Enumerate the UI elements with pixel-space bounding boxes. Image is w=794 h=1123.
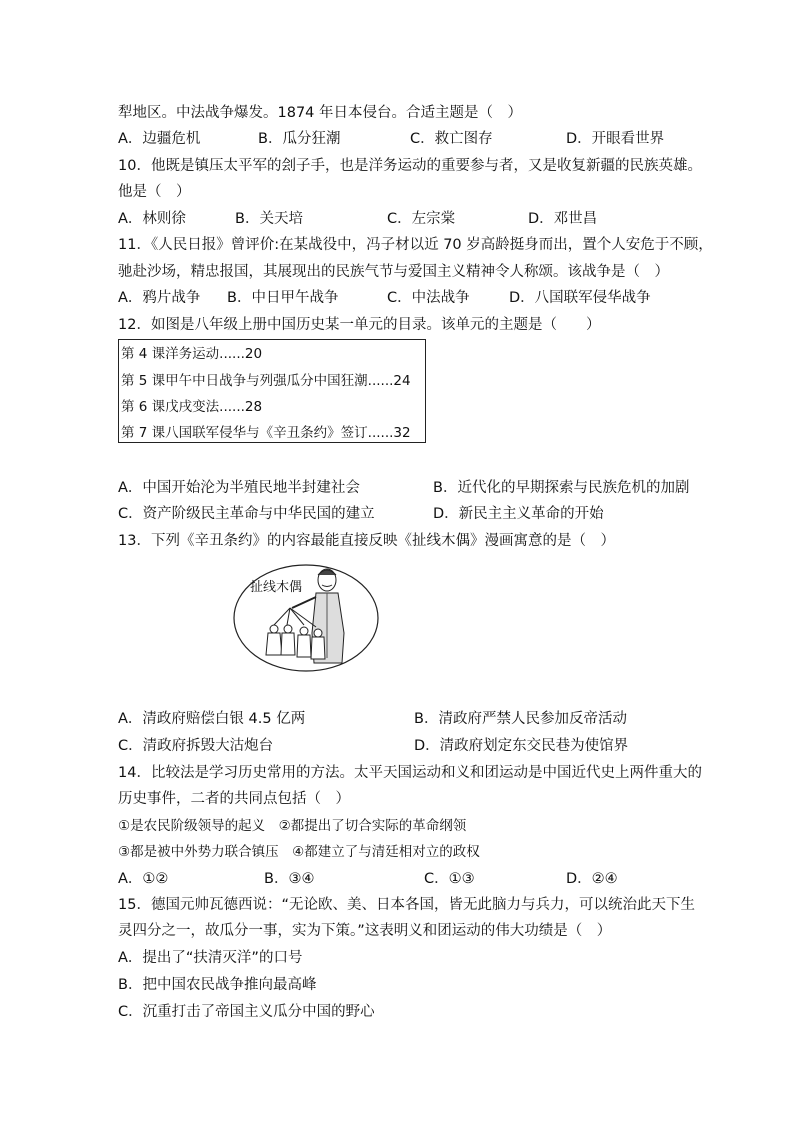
q9-option-c: C．救亡图存 <box>410 131 493 147</box>
q11-option-d: D．八国联军侵华战争 <box>509 290 651 306</box>
q13-option-b: B．清政府严禁人民参加反帝活动 <box>414 711 627 727</box>
q15-option-c: C．沉重打击了帝国主义瓜分中国的野心 <box>118 1004 375 1020</box>
q15-option-b: B．把中国农民战争推向最高峰 <box>118 977 317 993</box>
q10-stem-line2: 他是（ ） <box>118 184 191 200</box>
q9-option-b: B．瓜分狂潮 <box>258 131 341 147</box>
q11-option-a: A．鸦片战争 <box>118 290 201 306</box>
q11-option-b: B．中日甲午战争 <box>227 290 339 306</box>
toc-lesson-5: 第 5 课甲午中日战争与列强瓜分中国狂潮......24 <box>121 373 411 389</box>
cartoon-caption: 扯线木偶 <box>250 580 303 595</box>
q9-tail-text: 犁地区。中法战争爆发。1874 年日本侵台。合适主题是（ ） <box>118 105 523 121</box>
q12-option-c: C．资产阶级民主革命与中华民国的建立 <box>118 506 375 522</box>
q14-option-d: D．②④ <box>566 871 618 887</box>
q12-option-b: B．近代化的早期探索与民族危机的加剧 <box>433 480 690 496</box>
q15-option-a: A．提出了“扶清灭洋”的口号 <box>118 950 303 966</box>
q14-stem-line1: 14．比较法是学习历史常用的方法。太平天国运动和义和团运动是中国近代史上两件重大的 <box>118 765 702 781</box>
q13-stem: 13．下列《辛丑条约》的内容最能直接反映《扯线木偶》漫画寓意的是（ ） <box>118 533 615 549</box>
q9-option-d: D．开眼看世界 <box>566 131 665 147</box>
q11-stem-line1: 11．《人民日报》曾评价:在某战役中，冯子材以近 70 岁高龄挺身而出，置个人安危于不顾， <box>118 237 713 253</box>
q12-stem: 12．如图是八年级上册中国历史某一单元的目录。该单元的主题是（ ） <box>118 317 601 333</box>
toc-lesson-4: 第 4 课洋务运动......20 <box>121 346 263 362</box>
q14-option-a: A．①② <box>118 871 169 887</box>
q14-option-b: B．③④ <box>264 871 315 887</box>
q11-option-c: C．中法战争 <box>387 290 470 306</box>
q14-items-line2: ③都是被中外势力联合镇压 ④都建立了与清廷相对立的政权 <box>118 844 480 860</box>
q12-option-a: A．中国开始沦为半殖民地半封建社会 <box>118 480 360 496</box>
q11-stem-line2: 驰赴沙场，精忠报国，其展现出的民族气节与爱国主义精神令人称颂。该战争是（ ） <box>118 264 669 280</box>
puppet-cartoon-illustration <box>232 563 380 673</box>
q15-stem-line2: 灵四分之一，故瓜分一事，实为下策。”这表明义和团运动的伟大功绩是（ ） <box>118 923 612 939</box>
q10-option-a: A．林则徐 <box>118 211 186 227</box>
q13-option-a: A．清政府赔偿白银 4.5 亿两 <box>118 711 306 727</box>
q10-option-b: B．关天培 <box>235 211 303 227</box>
q9-option-a: A．边疆危机 <box>118 131 201 147</box>
table-of-contents-box <box>118 339 426 443</box>
q12-option-d: D．新民主主义革命的开始 <box>433 506 604 522</box>
q14-items-line1: ①是农民阶级领导的起义 ②都提出了切合实际的革命纲领 <box>118 818 467 834</box>
q13-option-d: D．清政府划定东交民巷为使馆界 <box>414 738 629 754</box>
toc-lesson-7: 第 7 课八国联军侵华与《辛丑条约》签订......32 <box>121 425 411 441</box>
q14-stem-line2: 历史事件，二者的共同点包括（ ） <box>118 791 350 807</box>
q15-stem-line1: 15．德国元帅瓦德西说：“无论欧、美、日本各国，皆无此脑力与兵力，可以统治此天下生 <box>118 897 695 913</box>
toc-lesson-6: 第 6 课戊戌变法......28 <box>121 399 263 415</box>
q13-option-c: C．清政府拆毁大沽炮台 <box>118 738 274 754</box>
q10-option-d: D．邓世昌 <box>528 211 598 227</box>
q14-option-c: C．①③ <box>424 871 475 887</box>
q10-stem-line1: 10．他既是镇压太平军的刽子手，也是洋务运动的重要参与者，又是收复新疆的民族英雄。 <box>118 158 702 174</box>
q10-option-c: C．左宗棠 <box>387 211 456 227</box>
